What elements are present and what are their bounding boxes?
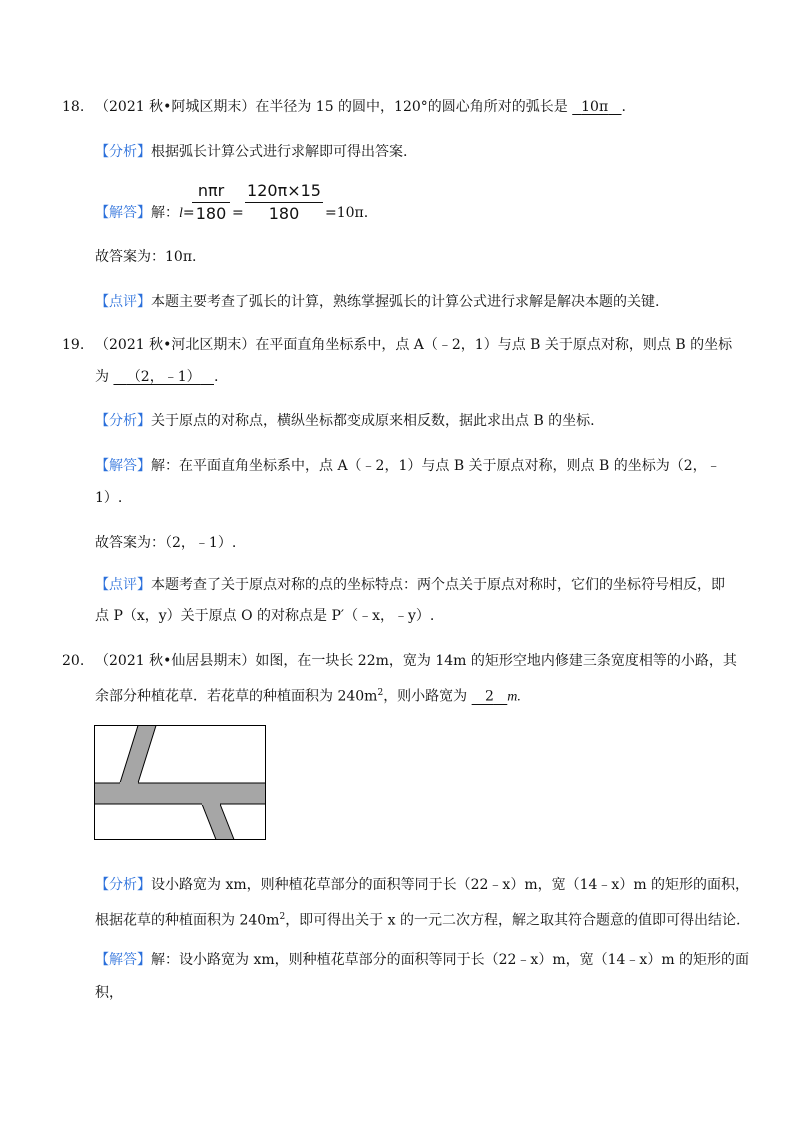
q19-comment-line2: 点 P（x，y）关于原点 O 的对称点是 P′（﹣x，﹣y）.: [95, 608, 435, 624]
q19-number: 19.: [62, 337, 85, 353]
q18-number: 18.: [62, 99, 85, 115]
q20-analysis: 【分析】设小路宽为 xm，则种植花草部分的面积等同于长（22﹣x）m，宽（14﹣x）m 的矩形的面积，: [95, 877, 750, 893]
q19-analysis: 【分析】关于原点的对称点，横纵坐标都变成原来相反数，据此求出点 B 的坐标.: [95, 413, 595, 429]
q18-comment: 【点评】本题主要考查了弧长的计算，熟练掌握弧长的计算公式进行求解是解决本题的关键.: [95, 294, 660, 310]
q20-stem-line2: 余部分种植花草．若花草的种植面积为 $240m^2$，则小路宽为 2 m.: [95, 688, 521, 705]
solution-tag: 【解答】: [95, 205, 151, 221]
q20-solution-line2: 积，: [95, 985, 123, 1001]
analysis-tag: 【分析】: [95, 144, 151, 160]
q18-stem: （2021 秋•阿城区期末）在半径为 15 的圆中，120°的圆心角所对的弧长是 10π .: [95, 99, 626, 115]
q18-analysis: 【分析】根据弧长计算公式进行求解即可得出答案.: [95, 144, 408, 160]
fraction-substituted: 120π×15 180: [245, 182, 323, 223]
q20-solution: 【解答】解：设小路宽为 xm，则种植花草部分的面积等同于长（22﹣x）m，宽（14﹣x）m 的矩形的面: [95, 952, 750, 968]
q20-analysis-line2: 根据花草的种植面积为 $240m^2$，即可得出关于 x 的一元二次方程，解之取其符合题意的值即可得出结论.: [95, 912, 741, 929]
q19-solution: 【解答】解：在平面直角坐标系中，点 A（﹣2，1）与点 B 关于原点对称，则点 B 的坐标为（2，﹣: [95, 458, 721, 474]
q19-solution-line2: 1）.: [95, 490, 123, 506]
q19-stem: （2021 秋•河北区期末）在平面直角坐标系中，点 A（﹣2，1）与点 B 关于原点对称，则点 B 的坐标: [95, 337, 733, 353]
q19-stem-line2: 为 （2，﹣1） .: [95, 369, 219, 385]
road-diagram: [94, 725, 266, 841]
q18-solution: 【解答】解：l=: [95, 205, 195, 221]
fraction-formula: nπr 180: [192, 182, 230, 223]
q18-source: （2021 秋•阿城区期末）: [95, 99, 256, 115]
q19-comment: 【点评】本题考查了关于原点对称的点的坐标特点：两个点关于原点对称时，它们的坐标符号相反，即: [95, 577, 725, 593]
q19-answer: （2，﹣1）: [126, 369, 201, 385]
horizontal-road: [95, 783, 266, 804]
q18-stem-text: 在半径为 15 的圆中，120°的圆心角所对的弧长是: [255, 99, 568, 115]
q19-final-answer: 故答案为：（2，﹣1）.: [95, 535, 237, 551]
q20-number: 20.: [62, 653, 85, 669]
q20-stem: （2021 秋•仙居县期末）如图，在一块长 22m，宽为 14m 的矩形空地内修建三条宽度相等的小路，其: [95, 653, 737, 669]
q18-result: =10π.: [325, 205, 369, 221]
comment-tag: 【点评】: [95, 294, 151, 310]
q18-final-answer: 故答案为：10π.: [95, 249, 197, 265]
q20-answer: 2: [485, 688, 494, 705]
q18-answer: 10π: [581, 99, 609, 115]
